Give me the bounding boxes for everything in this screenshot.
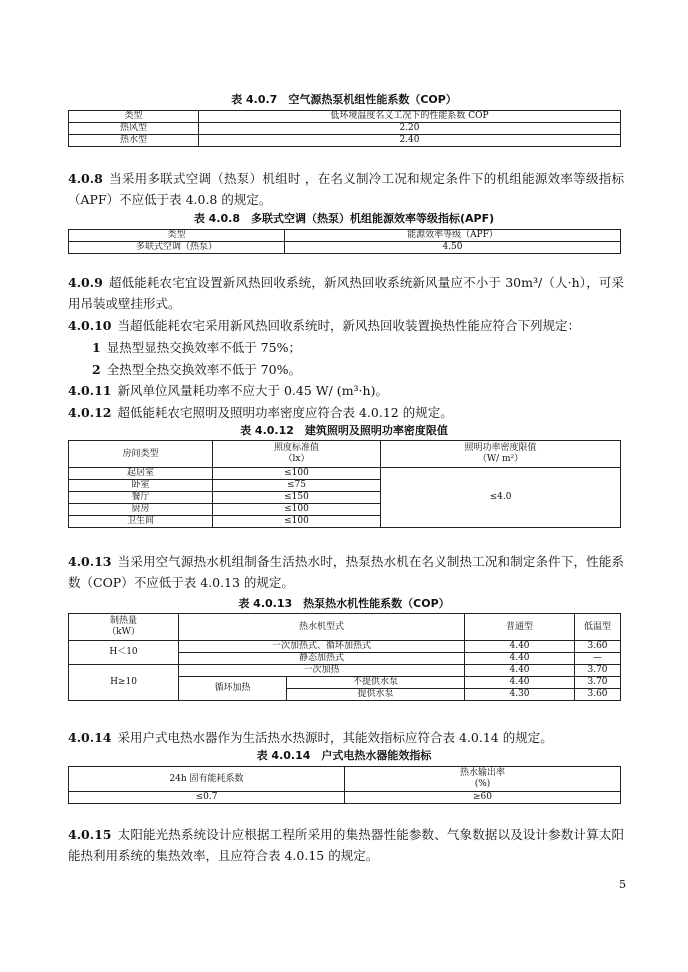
page-number: 5 (619, 878, 626, 891)
clause-number: 4.0.15 (68, 827, 112, 842)
clause-text: 超低能耗农宅照明及照明功率密度应符合表 4.0.12 的规定。 (117, 405, 453, 420)
table-cell: 4.40 (465, 653, 575, 665)
header-unit: （W/ m²） (477, 454, 524, 464)
clause-4-0-10 (68, 315, 624, 336)
item-number: 2 (92, 362, 101, 377)
list-item (92, 337, 301, 358)
table-cell: ≥60 (345, 792, 621, 804)
table-cell: 热风型 (69, 123, 199, 135)
table-cell: ≤100 (213, 468, 381, 480)
table-cell: 卫生间 (69, 516, 213, 528)
table-cell: H≥10 (69, 665, 179, 701)
table-cell: 厨房 (69, 504, 213, 516)
table-cell: 4.40 (465, 665, 575, 677)
table-4-0-14-caption: 表 4.0.14 户式电热水器能效指标 (256, 749, 432, 762)
table-cell: 3.70 (575, 677, 621, 689)
clause-4-0-13 (68, 551, 624, 593)
clause-number: 4.0.8 (68, 171, 103, 186)
clause-number: 4.0.10 (68, 318, 112, 333)
table-4-0-8 (68, 229, 621, 254)
table-cell: 3.60 (575, 689, 621, 701)
table-header: 能源效率等级（APF） (285, 230, 621, 242)
header-line: 热水输出率 (459, 768, 505, 778)
clause-4-0-15 (68, 824, 624, 866)
table-cell: ≤75 (213, 480, 381, 492)
table-header: 类型 (69, 111, 199, 123)
table-cell: 多联式空调（热泵） (69, 242, 285, 254)
table-cell: ≤0.7 (69, 792, 345, 804)
table-4-0-7 (68, 110, 621, 147)
table-cell: 2.40 (199, 135, 621, 147)
table-cell: — (575, 653, 621, 665)
header-unit: （lx） (283, 454, 310, 464)
clause-text: 超低能耗农宅宜设置新风热回收系统，新风热回收系统新风量应不小于 30m³/（人·h），可采用吊装或壁挂形式。 (68, 275, 624, 311)
table-4-0-12-caption: 表 4.0.12 建筑照明及照明功率密度限值 (240, 424, 448, 437)
item-number: 1 (92, 340, 101, 355)
table-header: 类型 (69, 230, 285, 242)
table-cell: 3.70 (575, 665, 621, 677)
table-header: 房间类型 (69, 441, 213, 468)
header-line: 照明功率密度限值 (464, 443, 537, 453)
clause-number: 4.0.11 (68, 383, 112, 398)
table-header (345, 767, 621, 792)
clause-text: 新风单位风量耗功率不应大于 0.45 W/ (m³·h)。 (117, 383, 388, 398)
table-header: 24h 固有能耗系数 (69, 767, 345, 792)
table-4-0-13-caption: 表 4.0.13 热泵热水机性能系数（COP） (238, 597, 450, 610)
table-4-0-13 (68, 613, 621, 701)
item-text: 显热型显热交换效率不低于 75%； (106, 340, 301, 355)
table-cell: 4.50 (285, 242, 621, 254)
table-cell: 静态加热式 (179, 653, 465, 665)
table-cell: ≤150 (213, 492, 381, 504)
table-cell: 4.30 (465, 689, 575, 701)
table-cell: 2.20 (199, 123, 621, 135)
table-header: 低温型 (575, 614, 621, 641)
header-unit: (%) (474, 779, 491, 789)
clause-text: 当采用多联式空调（热泵）机组时 ，在名义制冷工况和规定条件下的机组能源效率等级指标（APF）不应低于表 4.0.8 的规定。 (68, 171, 624, 207)
table-cell: 提供水泵 (287, 689, 465, 701)
clause-number: 4.0.12 (68, 405, 112, 420)
clause-4-0-11 (68, 380, 624, 401)
header-line: 制热量 (109, 616, 137, 626)
table-cell-merged: ≤4.0 (381, 468, 621, 528)
clause-text: 当超低能耗农宅采用新风热回收系统时，新风热回收装置换热性能应符合下列规定： (117, 318, 581, 333)
table-cell: 4.40 (465, 641, 575, 653)
table-cell: 不提供水泵 (287, 677, 465, 689)
clause-4-0-9 (68, 272, 624, 314)
table-cell: 热水型 (69, 135, 199, 147)
table-header (213, 441, 381, 468)
table-cell: 循环加热 (179, 677, 287, 701)
clause-number: 4.0.9 (68, 275, 103, 290)
header-line: 照度标准值 (273, 443, 319, 453)
table-4-0-7-caption: 表 4.0.7 空气源热泵机组性能系数（COP） (231, 93, 457, 106)
clause-number: 4.0.13 (68, 554, 112, 569)
table-cell: 卧室 (69, 480, 213, 492)
item-text: 全热型全热交换效率不低于 70%。 (106, 362, 301, 377)
table-cell: ≤100 (213, 504, 381, 516)
table-4-0-12 (68, 440, 621, 528)
table-header: 低环境温度名义工况下的性能系数 COP (199, 111, 621, 123)
clause-4-0-8 (68, 168, 624, 210)
table-cell: 起居室 (69, 468, 213, 480)
table-cell: H＜10 (69, 641, 179, 665)
table-4-0-14 (68, 766, 621, 804)
table-cell: 3.60 (575, 641, 621, 653)
clause-text: 太阳能光热系统设计应根据工程所采用的集热器性能参数、气象数据以及设计参数计算太阳能热利用系统的集热效率，且应符合表 4.0.15 的规定。 (68, 827, 624, 863)
table-4-0-8-caption: 表 4.0.8 多联式空调（热泵）机组能源效率等级指标(APF) (193, 212, 495, 225)
clause-4-0-12 (68, 402, 624, 423)
table-header: 热水机型式 (179, 614, 465, 641)
table-cell: ≤100 (213, 516, 381, 528)
clause-text: 当采用空气源热水机组制备生活热水时，热泵热水机在名义制热工况和制定条件下，性能系数（COP）不应低于表 4.0.13 的规定。 (68, 554, 624, 590)
table-cell: 一次加热式、循环加热式 (179, 641, 465, 653)
header-unit: （kW） (107, 627, 140, 637)
table-header (381, 441, 621, 468)
clause-number: 4.0.14 (68, 730, 112, 745)
table-cell: 餐厅 (69, 492, 213, 504)
table-cell: 4.40 (465, 677, 575, 689)
list-item (92, 359, 301, 380)
table-header: 普通型 (465, 614, 575, 641)
clause-text: 采用户式电热水器作为生活热水热源时，其能效指标应符合表 4.0.14 的规定。 (117, 730, 553, 745)
clause-4-0-14 (68, 727, 624, 748)
table-cell: 一次加热 (179, 665, 465, 677)
table-header (69, 614, 179, 641)
